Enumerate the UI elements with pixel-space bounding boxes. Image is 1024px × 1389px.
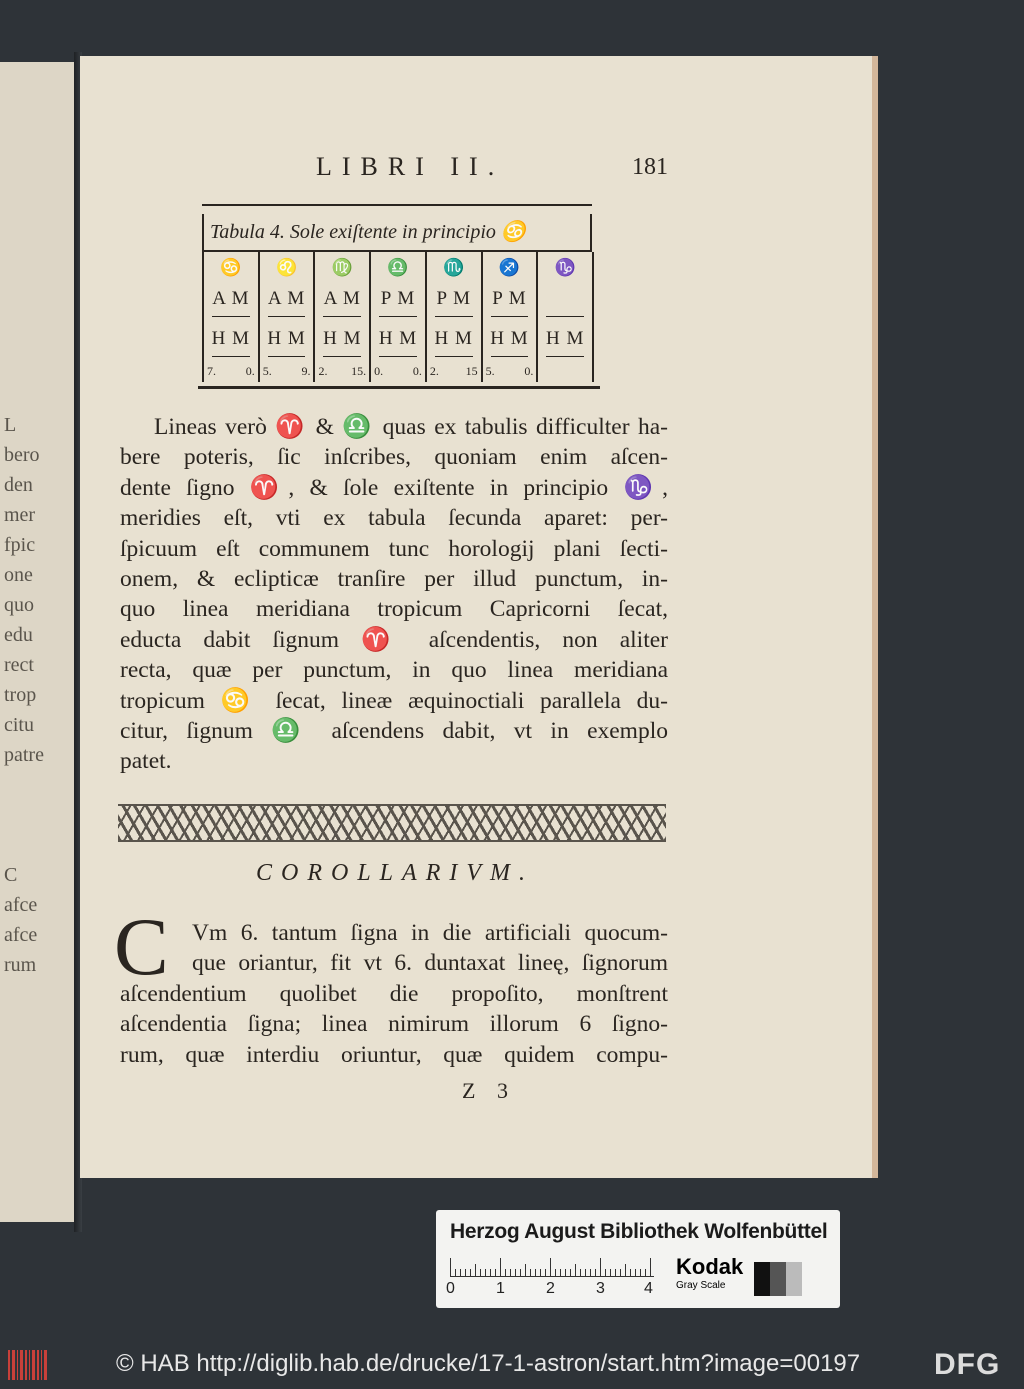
am-pm-label: P M bbox=[436, 288, 471, 309]
cell-rule bbox=[212, 316, 250, 317]
ruler-tick bbox=[515, 1269, 516, 1276]
left-page-fragment: edu bbox=[4, 624, 33, 646]
left-page-fragment: L bbox=[4, 414, 17, 436]
am-pm-label: A M bbox=[267, 288, 306, 309]
text-line: Lineas verò ♈ & ♎ quas ex tabulis difficulter ha- bbox=[154, 414, 668, 440]
text-line: rum, quæ interdiu oriuntur, quæ quidem compu- bbox=[120, 1041, 668, 1068]
text-line: tropicum ♋ ſecat, lineæ æquinoctiali parallela du- bbox=[120, 687, 668, 714]
ruler-tick bbox=[565, 1269, 566, 1276]
left-facing-page bbox=[0, 62, 76, 1222]
left-page-fragment: rect bbox=[4, 654, 34, 676]
zodiac-sign-icon: ♌ bbox=[275, 258, 298, 277]
zodiac-sign-icon: ♐ bbox=[498, 258, 521, 277]
am-pm-label: P M bbox=[492, 288, 527, 309]
minute-value: 9. bbox=[301, 364, 311, 378]
ruler-tick bbox=[505, 1269, 506, 1276]
cell-rule bbox=[435, 356, 473, 357]
table-caption: Tabula 4. Sole exiſtente in principio ♋ bbox=[202, 214, 592, 250]
table-columns bbox=[202, 252, 594, 382]
ruler-tick bbox=[620, 1269, 621, 1276]
ruler-tick bbox=[495, 1269, 496, 1276]
ruler-tick bbox=[555, 1269, 556, 1276]
footer-bar bbox=[0, 1342, 1024, 1389]
ruler-tick bbox=[490, 1269, 491, 1276]
page-edge bbox=[872, 56, 878, 1178]
time-value bbox=[263, 364, 311, 379]
minute-value: 0. bbox=[412, 364, 422, 378]
left-page-fragment: patre bbox=[4, 744, 44, 766]
hour-value: 5. bbox=[485, 364, 495, 378]
ruler-tick bbox=[585, 1269, 586, 1276]
ruler-tick bbox=[615, 1269, 616, 1276]
scale-number: 0 bbox=[446, 1280, 455, 1297]
minute-value: 15 bbox=[465, 364, 478, 378]
cell-rule bbox=[268, 316, 306, 317]
library-name: Herzog August Bibliothek Wolfenbüttel bbox=[450, 1220, 828, 1243]
table-rule-top bbox=[202, 204, 592, 206]
scale-number: 3 bbox=[596, 1280, 605, 1297]
left-page-fragment: mer bbox=[4, 504, 36, 526]
am-pm-label: A M bbox=[212, 288, 250, 309]
text-line: que oriantur, fit vt 6. duntaxat lineę, ſignorum bbox=[192, 950, 668, 977]
text-line: educta dabit ſignum ♈ aſcendentis, non aliter bbox=[120, 626, 668, 653]
ruler-tick bbox=[480, 1269, 481, 1276]
hm-label: H M bbox=[434, 328, 473, 349]
kodak-brand: Kodak bbox=[676, 1254, 744, 1279]
gray-scale-label: Gray Scale bbox=[676, 1280, 726, 1291]
cell-rule bbox=[546, 356, 584, 357]
zodiac-table bbox=[198, 204, 598, 390]
text-line: Vm 6. tantum ſigna in die artificiali quocum- bbox=[192, 920, 668, 946]
time-value bbox=[430, 364, 478, 379]
cell-rule bbox=[268, 356, 306, 357]
left-page-fragment: bero bbox=[4, 444, 40, 466]
ruler-tick bbox=[540, 1269, 541, 1276]
ruler-tick bbox=[640, 1269, 641, 1276]
text-line: dente ſigno ♈, & ſole exiſtente in principio ♑, bbox=[120, 474, 668, 501]
minute-value: 0. bbox=[245, 364, 255, 378]
cell-rule bbox=[491, 316, 529, 317]
ruler-tick bbox=[630, 1269, 631, 1276]
zodiac-sign-icon: ♏ bbox=[443, 258, 465, 277]
ruler-tick bbox=[605, 1269, 606, 1276]
ruler-tick bbox=[590, 1269, 591, 1276]
am-pm-label: P M bbox=[380, 288, 416, 309]
ruler-tick bbox=[475, 1264, 476, 1276]
text-line: recta, quæ per punctum, in quo linea meridiana bbox=[120, 657, 668, 684]
minute-value: 0. bbox=[524, 364, 534, 378]
running-head: LIBRI II. bbox=[316, 152, 505, 181]
barcode-icon bbox=[8, 1350, 48, 1380]
ruler-tick bbox=[530, 1269, 531, 1276]
ruler-tick bbox=[520, 1269, 521, 1276]
cell-rule bbox=[546, 316, 584, 317]
ruler-tick bbox=[645, 1269, 646, 1276]
zodiac-sign-icon: ♋ bbox=[220, 258, 242, 277]
cell-rule bbox=[212, 356, 250, 357]
left-page-fragment: afce bbox=[4, 924, 38, 946]
ruler-tick bbox=[485, 1269, 486, 1276]
ruler-tick bbox=[500, 1258, 501, 1276]
copyright-link[interactable]: © HAB http://diglib.hab.de/drucke/17-1-astron/start.htm?image=00197 bbox=[116, 1350, 861, 1377]
table-column bbox=[315, 252, 371, 382]
cell-rule bbox=[323, 356, 361, 357]
drop-cap: C bbox=[114, 901, 169, 992]
zodiac-sign-icon: ♎ bbox=[387, 258, 409, 277]
ruler-tick bbox=[595, 1269, 596, 1276]
left-page-fragment: quo bbox=[4, 594, 34, 616]
left-page-fragment: one bbox=[4, 564, 33, 586]
section-heading: COROLLARIVM. bbox=[256, 860, 534, 886]
text-line: ſpicuum eſt communem tunc horologij plani ſecti- bbox=[120, 535, 668, 562]
hm-label: H M bbox=[378, 328, 418, 349]
left-page-fragment: den bbox=[4, 474, 33, 496]
cell-rule bbox=[323, 316, 361, 317]
left-page-fragment: citu bbox=[4, 714, 34, 736]
scale-number: 4 bbox=[644, 1280, 653, 1297]
signature-mark: Z 3 bbox=[462, 1078, 516, 1103]
ruler-tick bbox=[650, 1258, 651, 1276]
left-page-fragment: fpic bbox=[4, 534, 36, 556]
gray-scale-patch bbox=[754, 1262, 802, 1296]
ruler-tick bbox=[610, 1269, 611, 1276]
cell-rule bbox=[379, 356, 417, 357]
body-paragraph bbox=[120, 412, 668, 777]
left-page-fragment: C bbox=[4, 864, 18, 886]
text-line: aſcendentium quolibet die propoſito, monſtrent bbox=[120, 980, 668, 1007]
hm-label: H M bbox=[211, 328, 251, 349]
text-line: onem, & eclipticæ tranſire per illud punctum, in- bbox=[120, 566, 668, 593]
table-column bbox=[260, 252, 316, 382]
time-value bbox=[486, 364, 534, 379]
text-line: citur, ſignum ♎ aſcendens dabit, vt in exemplo bbox=[120, 718, 668, 745]
cell-rule bbox=[491, 356, 529, 357]
left-page-fragment: afce bbox=[4, 894, 38, 916]
ruler-tick bbox=[580, 1269, 581, 1276]
hm-label: H M bbox=[267, 328, 306, 349]
hm-label: H M bbox=[545, 328, 585, 349]
page-number: 181 bbox=[632, 154, 668, 180]
text-line: bere poteris, ſic inſcribes, quoniam enim aſcen- bbox=[120, 444, 668, 471]
table-column bbox=[483, 252, 539, 382]
scale-ruler bbox=[450, 1256, 654, 1277]
ruler-tick bbox=[450, 1258, 451, 1276]
ruler-tick bbox=[545, 1269, 546, 1276]
ruler-tick bbox=[535, 1269, 536, 1276]
corollary-paragraph bbox=[120, 918, 668, 1070]
text-line: patet. bbox=[120, 748, 172, 775]
time-value bbox=[207, 364, 255, 379]
hour-value: 0. bbox=[374, 364, 384, 378]
ruler-tick bbox=[550, 1258, 551, 1276]
hour-value: 2. bbox=[318, 364, 328, 378]
ruler-tick bbox=[525, 1264, 526, 1276]
hour-value: 7. bbox=[207, 364, 216, 378]
minute-value: 15. bbox=[351, 364, 367, 378]
left-page-fragment: trop bbox=[4, 684, 37, 706]
ruler-tick bbox=[470, 1269, 471, 1276]
am-pm-label: A M bbox=[323, 288, 361, 309]
time-value bbox=[318, 364, 366, 379]
ruler-tick bbox=[570, 1269, 571, 1276]
table-column bbox=[371, 252, 427, 382]
time-value bbox=[374, 364, 422, 379]
table-column bbox=[538, 252, 594, 382]
cell-rule bbox=[435, 316, 473, 317]
hm-label: H M bbox=[490, 328, 529, 349]
hm-label: H M bbox=[323, 328, 362, 349]
table-column bbox=[204, 252, 260, 382]
ruler-tick bbox=[455, 1269, 456, 1276]
table-column bbox=[427, 252, 483, 382]
hour-value: 5. bbox=[262, 364, 272, 378]
book-page bbox=[80, 56, 872, 1178]
zodiac-sign-icon: ♑ bbox=[554, 258, 576, 277]
ornament-band bbox=[118, 804, 666, 842]
ruler-tick bbox=[510, 1269, 511, 1276]
left-page-fragment: rum bbox=[4, 954, 37, 976]
cell-rule bbox=[379, 316, 417, 317]
scale-number: 1 bbox=[496, 1280, 505, 1297]
ruler-tick bbox=[460, 1269, 461, 1276]
ruler-tick bbox=[560, 1269, 561, 1276]
ruler-tick bbox=[465, 1269, 466, 1276]
hour-value: 2. bbox=[429, 364, 439, 378]
dfg-logo: DFG bbox=[934, 1348, 1001, 1381]
ruler-tick bbox=[600, 1258, 601, 1276]
ruler-tick bbox=[635, 1269, 636, 1276]
zodiac-sign-icon: ♍ bbox=[331, 258, 353, 277]
library-label bbox=[436, 1210, 840, 1308]
ruler-tick bbox=[575, 1264, 576, 1276]
text-line: meridies eſt, vti ex tabula ſecunda aparet: per- bbox=[120, 505, 668, 532]
table-rule-bottom bbox=[198, 386, 600, 389]
text-line: quo linea meridiana tropicum Capricorni ſecat, bbox=[120, 596, 668, 623]
ruler-tick bbox=[625, 1264, 626, 1276]
text-line: aſcendentia ſigna; linea nimirum illorum 6 ſigno- bbox=[120, 1011, 668, 1038]
scale-number: 2 bbox=[546, 1280, 555, 1297]
